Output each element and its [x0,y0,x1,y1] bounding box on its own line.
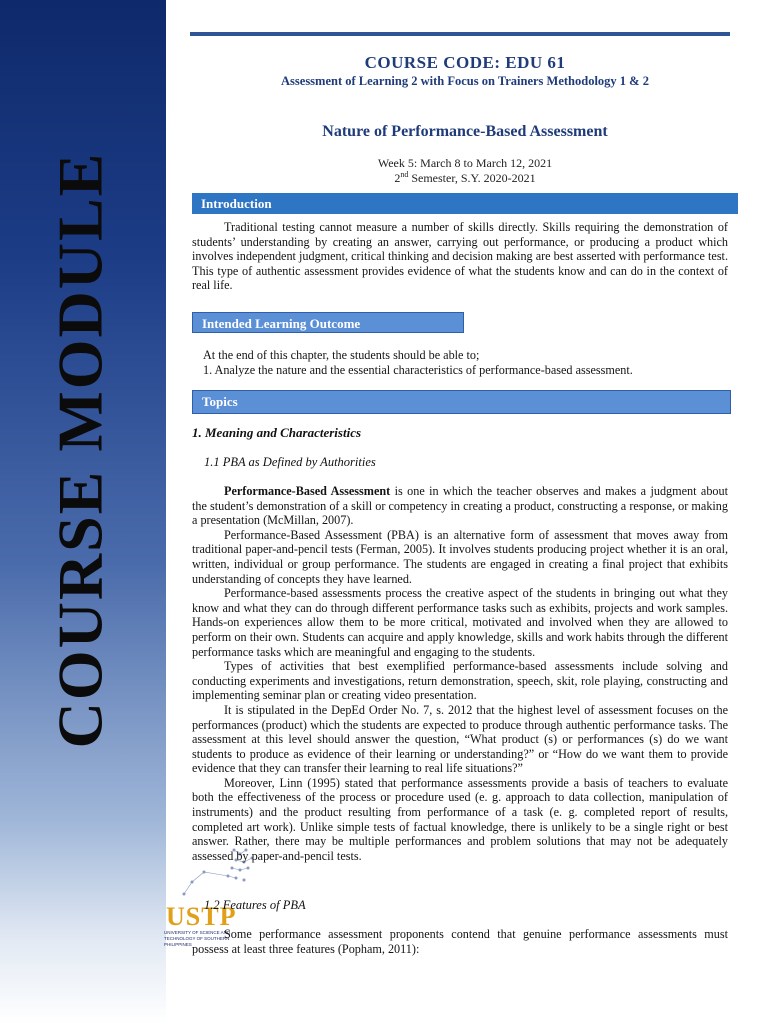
ilo-text: At the end of this chapter, the students should be able to; 1. Analyze the nature and the essential characteristics of performance-based assessment. [203,348,633,377]
logo-university-name: UNIVERSITY OF SCIENCE AND TECHNOLOGY OF SOUTHERN PHILIPPINES [164,930,231,947]
body-text-features: Some performance assessment proponents contend that genuine performance assessments must possess at least three features (Popham, 2011): [192,927,728,956]
week-dates: Week 5: March 8 to March 12, 2021 [377,156,553,170]
subsection-heading-features: 1.2 Features of PBA [204,898,306,912]
subsection-heading-pba-defined: 1.1 PBA as Defined by Authorities [204,455,376,469]
header-rule [190,32,730,36]
module-title: Nature of Performance-Based Assessment [322,123,608,140]
topics-heading: Topics [192,390,731,414]
introduction-heading: Introduction [192,193,738,214]
logo-wordmark: USTP [166,902,237,931]
course-module-vertical-title: COURSE MODULE [44,151,115,749]
body-text-pba: Performance-Based Assessment is one in which the teacher observes and makes a judgment about the student’s demonstration of a skill or competency in creating a product, constructing a response, or making a presentation (McMillan, 2007). Performance-Based Assessment (PBA) is an alternative form of assessment that moves away from traditional paper-and-pencil tests (Ferman, 2005). It involves students producing project whether it is an oral, written, individual or group performance. The students are engaged in creating a final project that exhibits understanding of concepts they have learned. Performance-based assessments process the creative aspect of the students in bringing out what they know and what they can do through different performance tasks such as exhibits, projects and work samples. Hands-on experiences allow them to be more critical, motivated and involved when they are allowed to perform on their own. Students can acquire and apply knowledge, skills and work habits through the different performance tasks which are meaningful and engaging to the students. Types of activities that best exemplified performance-based assessments include solving and conducting experiments and investigations, return demonstration, speech, skit, role playing, constructing and implementing seminar plan or creating video presentation. It is stipulated in the DepEd Order No. 7, s. 2012 that the highest level of assessment focuses on the performances (product) which the students are expected to produce through authentic performance tasks. The assessment at this level should answer the question, “What product (s) or performances (s) do we want students to produce as evidence of their learning or understanding?” or “How do we want them to provide evidence that they can transfer their learning to real life situations?” Moreover, Linn (1995) stated that performance assessments provide a basis of teachers to evaluate both the effectiveness of the process or procedure used (e. g. approach to data collection, manipulation of instruments) and the product resulting from performance of a task (e. g. completed report of results, completed art work). Unlike simple tests of factual knowledge, there is unlikely to be a single right or best answer. Rather, there may be multiple performances and problem solutions that may not be adequately assessed by paper-and-pencil tests. [192,484,728,863]
section-heading-meaning: 1. Meaning and Characteristics [192,425,362,440]
ilo-heading: Intended Learning Outcome [192,312,464,333]
semester-line: 2nd Semester, S.Y. 2020-2021 [394,170,536,185]
introduction-text: Traditional testing cannot measure a number of skills directly. Skills requiring the demonstration of students’ understanding by creating an answer, carrying out performance, or producing a product which involves independent judgment, critical thinking and decision making are best asserted with performance test. This type of authentic assessment provides evidence of what the students know and can do in the context of real life. [192,220,728,293]
course-name: Assessment of Learning 2 with Focus on Trainers Methodology 1 & 2 [281,74,649,88]
course-code: COURSE CODE: EDU 61 [364,53,566,72]
